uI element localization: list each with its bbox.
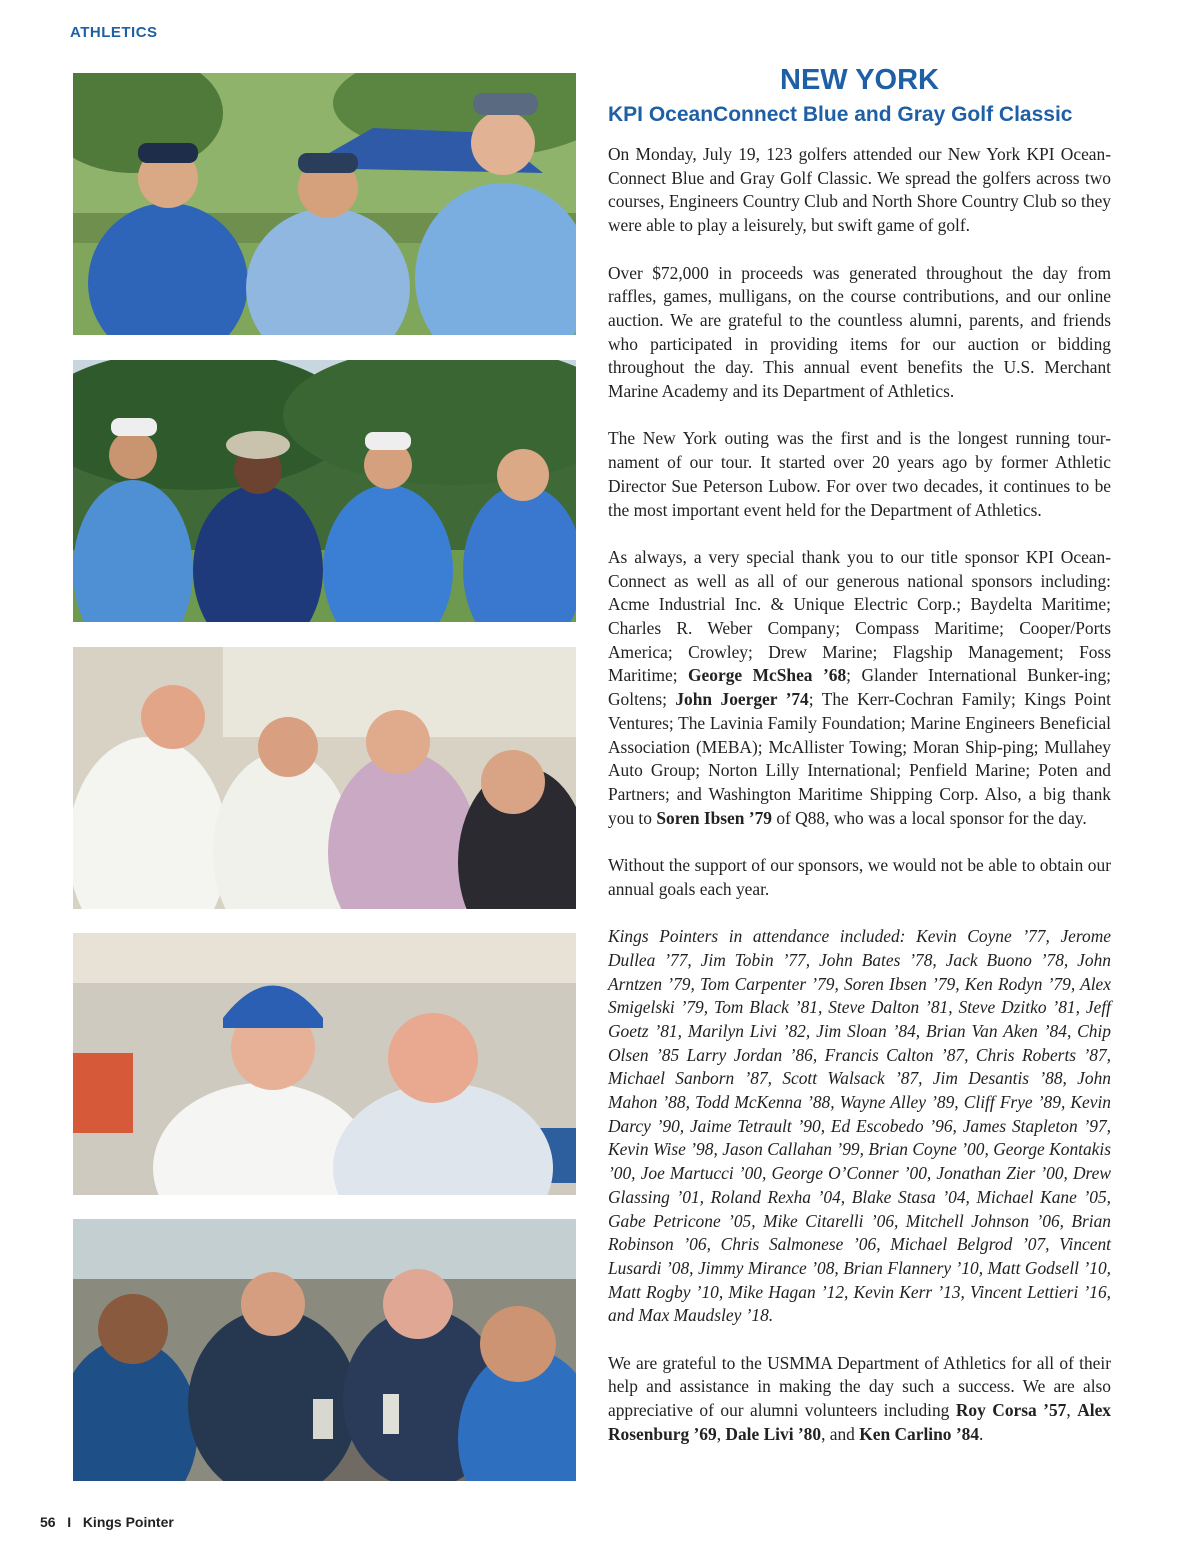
page-number: 56 <box>40 1514 56 1530</box>
photo-clubhouse-pair <box>73 933 576 1195</box>
paragraph-intro: On Monday, July 19, 123 golfers attended our New York KPI Ocean-Connect Blue and Gray Golf Classic. We spread the golfers across two courses, Engineers Country Club and North Shore Country Club so they were able to play a leisurely, but swift game of golf. <box>608 144 1111 236</box>
publication-name: Kings Pointer <box>82 1514 174 1530</box>
sponsor-name: George McShea ’68 <box>688 665 847 686</box>
paragraph-thanks: We are grateful to the USMMA Department of Athletics for all of their help and assistance in making the day such a success. We are also appreciative of our alumni volunteers including Roy Corsa ’57, Alex Rosenburg ’69, Dale Livi ’80, and Ken Carlino ’84. <box>608 1352 1111 1444</box>
photo-golfers-course-1 <box>73 73 576 335</box>
paragraph-sponsors: As always, a very special thank you to our title sponsor KPI Ocean-Connect as well as all of our generous national sponsors including: Acme Industrial Inc. & Unique Electric Corp.; Baydelta Maritime; Charles R. Weber Company; Compass Maritime; Cooper/Ports America; Crowley; Drew Marine; Flagship Management; Foss Maritime; George McShea ’68; Glander International Bunker-ing; Goltens; John Joerger ’74; The Kerr-Cochran Family; Kings Point Ventures; The Lavinia Family Foundation; Marine Engineers Beneficial Association (MEBA); McAllister Towing; Moran Ship-ping; Mullahey Auto Group; Norton Lilly International; Penfield Marine; Poten and Partners; and Washington Maritime Shipping Corp. Also, a big thank you to Soren Ibsen ’79 of Q88, who was a local sponsor for the day. <box>608 546 1111 828</box>
paragraph-proceeds: Over $72,000 in proceeds was generated throughout the day from raffles, games, mulligans, on the course contributions, and our online auction. We are grateful to the countless alumni, parents, and friends who participated in providing items for our auction or bidding throughout the day. This annual event benefits the U.S. Merchant Marine Academy and its Department of Athletics. <box>608 262 1111 402</box>
section-label: ATHLETICS <box>70 24 158 41</box>
sponsor-name: John Joerger ’74 <box>675 689 809 710</box>
volunteer-name: Roy Corsa ’57 <box>955 1400 1067 1421</box>
photo-golfers-course-2 <box>73 360 576 622</box>
paragraph-history: The New York outing was the first and is the longest running tour-nament of our tour. It started over 20 years ago by former Athletic Director Sue Peterson Lubow. For over two decades, it continues to be the most important event held for the Department of Athletics. <box>608 428 1111 520</box>
sponsor-name: Soren Ibsen ’79 <box>656 807 772 828</box>
volunteer-name: Alex Rosenburg ’69 <box>608 1400 1111 1444</box>
footer-divider: I <box>67 1514 72 1530</box>
article <box>608 62 1111 1470</box>
paragraph-attendees: Kings Pointers in attendance included: Kevin Coyne ’77, Jerome Dullea ’77, Jim Tobin ’77, John Bates ’78, Jack Buono ’78, John Arntzen ’79, Tom Carpenter ’79, Soren Ibsen ’79, Ken Rodyn ’79, Alex Smigelski ’79, Tom Black ’81, Steve Dalton ’81, Steve Dzitko ’81, Jeff Goetz ’81, Marilyn Livi ’82, Jim Sloan ’84, Brian Van Aken ’84, Chip Olsen ’85 Larry Jordan ’86, Francis Calton ’87, Chris Roberts ’87, Michael Sanborn ’87, Scott Walsack ’87, Jim Desantis ’88, John Mahon ’88, Todd McKenna ’88, Wayne Alley ’89, Cliff Frye ’89, Kevin Darcy ’90, Jaime Tetrault ’90, Ed Escobedo ’96, James Stapleton ’97, Kevin Wise ’98, Jason Callahan ’99, Brian Coyne ’00, George Kontakis ’00, Joe Martucci ’00, George O’Conner ’00, Jonathan Zier ’00, Drew Glassing ’01, Roland Rexha ’04, Blake Stasa ’04, Michael Kane ’05, Gabe Petricone ’05, Mike Citarelli ’06, Mitchell Johnson ’06, Brian Robinson ’06, Chris Salmonese ’06, Michael Belgrod ’07, Vincent Lusardi ’08, Jimmy Mirance ’08, Brian Flannery ’10, Matt Godsell ’10, Matt Rogby ’10, Mike Hagan ’12, Kevin Kerr ’13, Vincent Lettieri ’16, and Max Maudsley ’18. <box>608 926 1111 1326</box>
photo-restaurant-table <box>73 1219 576 1481</box>
article-subtitle: KPI OceanConnect Blue and Gray Golf Classic <box>608 103 1073 126</box>
page-footer <box>40 1514 174 1530</box>
volunteer-name: Dale Livi ’80 <box>725 1423 822 1444</box>
article-title: NEW YORK <box>780 64 939 96</box>
photo-cadets-dinner <box>73 647 576 909</box>
volunteer-name: Ken Carlino ’84 <box>859 1423 980 1444</box>
paragraph-support: Without the support of our sponsors, we would not be able to obtain our annual goals each year. <box>608 855 1111 899</box>
